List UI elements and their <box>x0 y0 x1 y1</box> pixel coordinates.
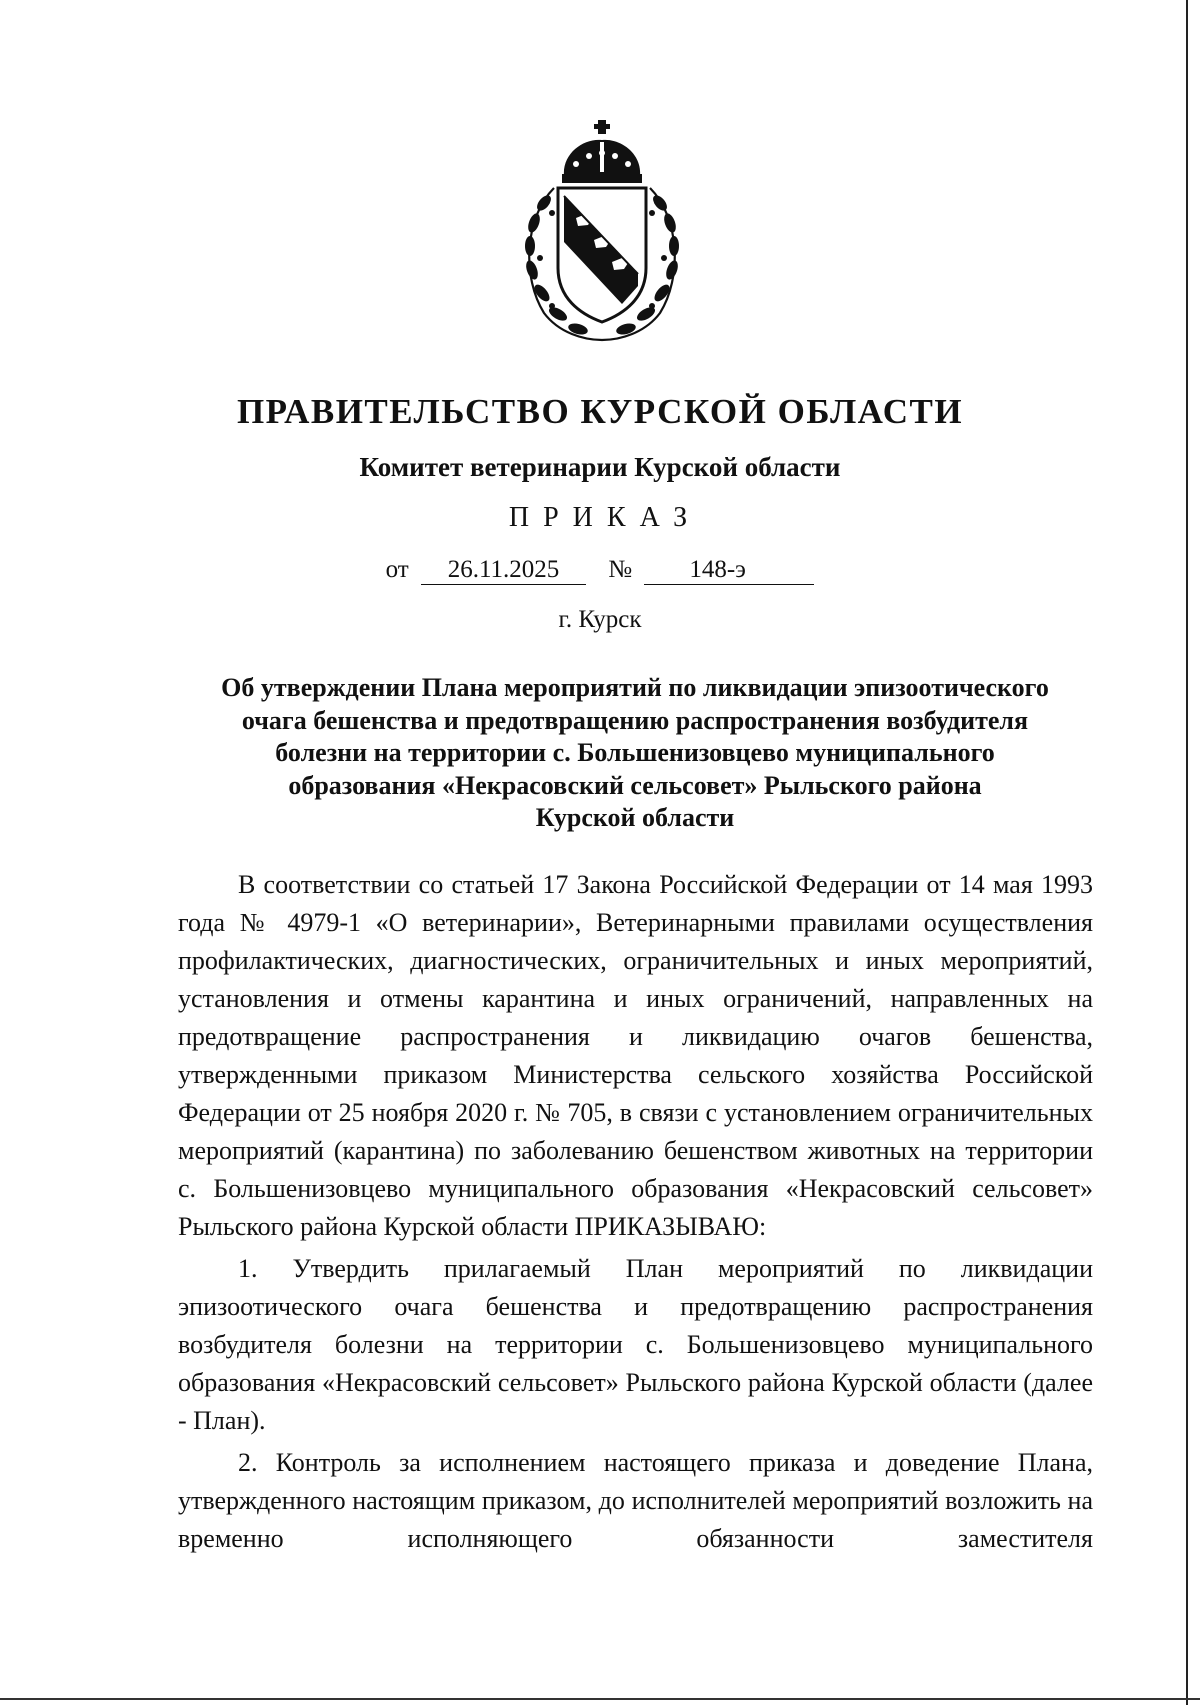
subject-line: Курской области <box>535 803 735 832</box>
item-1-paragraph: 1. Утвердить прилагаемый План мероприятий по ликвидации эпизоотического очага бешенства и предотвращению распространения возбудителя болезни на территории с. Большенизовцево муниципального образования «Некрасовский сельсовет» Рыльского района Курской области (далее - План). <box>178 1254 1093 1435</box>
scan-edge-line <box>1186 0 1188 1705</box>
subject-line: болезни на территории с. Большенизовцево муниципального <box>275 738 995 767</box>
kursk-coat-of-arms-icon <box>514 118 690 343</box>
subject-line: образования «Некрасовский сельсовет» Рыльского района <box>288 770 982 800</box>
order-date-number-line <box>0 556 1200 585</box>
city: г. Курск <box>558 606 642 633</box>
order-number: 148-э <box>644 556 814 585</box>
scan-bottom-line <box>0 1698 1200 1700</box>
order-date: 26.11.2025 <box>421 556 586 585</box>
order-body <box>178 866 1093 1558</box>
government-title: ПРАВИТЕЛЬСТВО КУРСКОЙ ОБЛАСТИ <box>236 392 964 431</box>
subject-line: очага бешенства и предотвращению распространения возбудителя <box>241 705 1029 735</box>
preamble-paragraph: В соответствии со статьей 17 Закона Российской Федерации от 14 мая 1993 года № 4979-1 «О ветеринарии», Ветеринарными правилами осуществления профилактических, диагностических, ограничительных и иных мероприятий, установления и отмены карантина и иных ограничений, направленных на предотвращение распространения и ликвидацию очагов бешенства, утвержденными приказом Министерства сельского хозяйства Российской Федерации от 25 ноября 2020 г. № 705, в связи с установлением ограничительных мероприятий (карантина) по заболеванию бешенством животных на территории с. Большенизовцево муниципального образования «Некрасовский сельсовет» Рыльского района Курской области ПРИКАЗЫВАЮ: <box>178 870 1093 1241</box>
order-subject <box>175 672 1095 835</box>
subject-line: Об утверждении Плана мероприятий по ликвидации эпизоотического <box>221 673 1049 702</box>
date-prefix: от <box>385 556 409 583</box>
committee-name: Комитет ветеринарии Курской области <box>359 452 841 482</box>
document-type: ПРИКАЗ <box>508 502 702 533</box>
number-prefix: № <box>608 556 633 583</box>
item-2-paragraph: 2. Контроль за исполнением настоящего приказа и доведение Плана, утвержденного настоящим приказом, до исполнителей мероприятий возложить на временно исполняющего обязанности заместителя <box>178 1448 1093 1553</box>
